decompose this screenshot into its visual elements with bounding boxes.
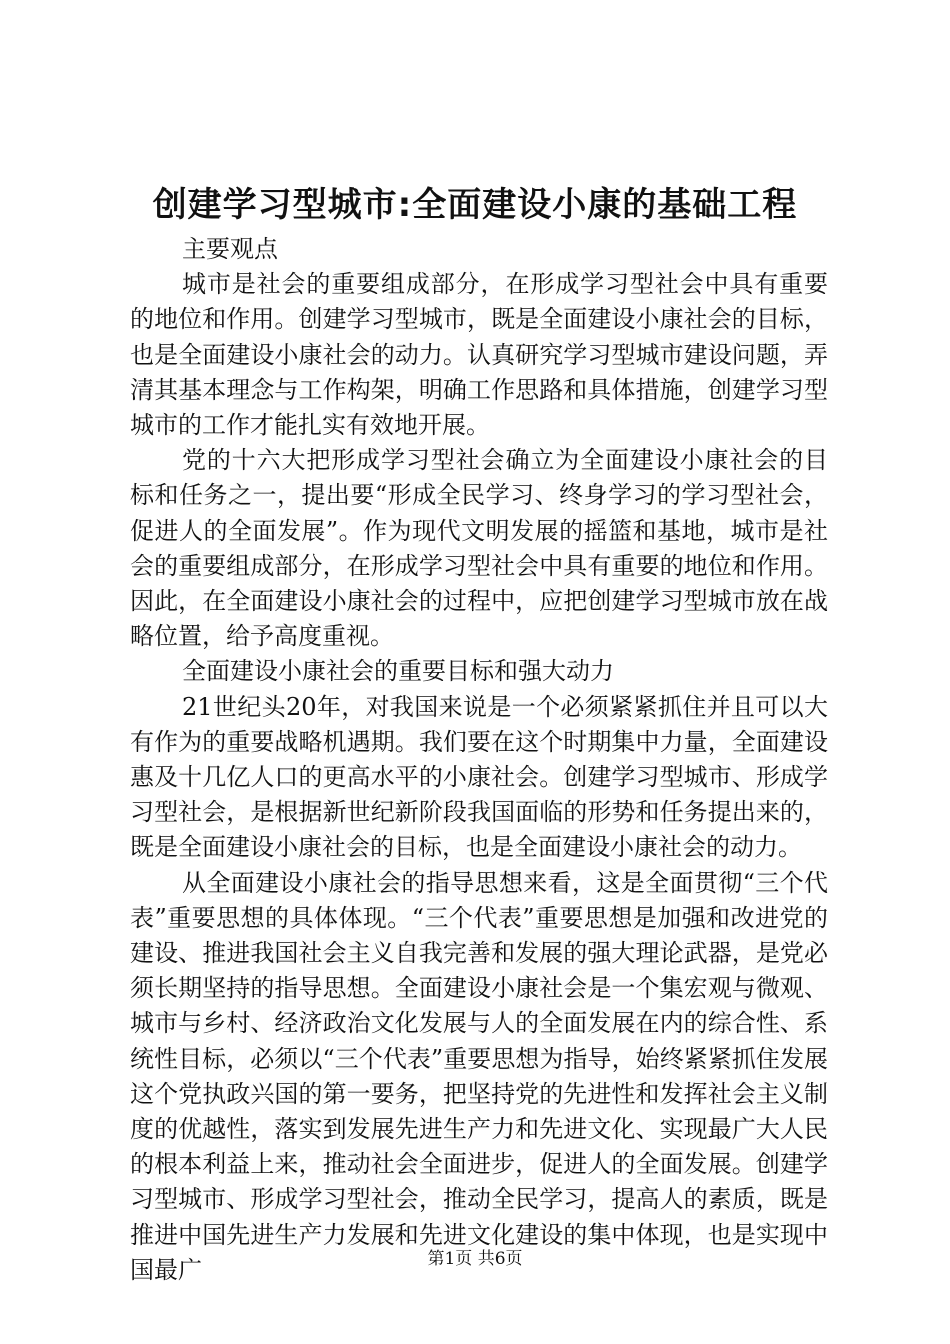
paragraph: 从全面建设小康社会的指导思想来看，这是全面贯彻“三个代表”重要思想的具体体现。“三个代表”重要思想是加强和改进党的建设、推进我国社会主义自我完善和发展的强大理论武器，是党必须长期坚持的指导思想。全面建设小康社会是一个集宏观与微观、城市与乡村、经济政治文化发展与人的全面发展在内的综合性、系统性目标，必须以“三个代表”重要思想为指导，始终紧紧抓住发展这个党执政兴国的第一要务，把坚持党的先进性和发挥社会主义制度的优越性，落实到发展先进生产力和先进文化、实现最广大人民的根本利益上来，推动社会全面进步，促进人的全面发展。创建学习型城市、形成学习型社会，推动全民学习，提高人的素质，既是推进中国先进生产力发展和先进文化建设的集中体现，也是实现中国最广 xyxy=(130,868,828,1284)
section-heading: 全面建设小康社会的重要目标和强大动力 xyxy=(182,657,614,686)
document-body xyxy=(130,232,828,1288)
page-footer: 第1页 共6页 xyxy=(427,1249,523,1269)
document-title: 创建学习型城市:全面建设小康的基础工程 xyxy=(152,185,798,225)
paragraph: 城市是社会的重要组成部分，在形成学习型社会中具有重要的地位和作用。创建学习型城市，既是全面建设小康社会的目标，也是全面建设小康社会的动力。认真研究学习型城市建设问题，弄清其基本理念与工作构架，明确工作思路和具体措施，创建学习型城市的工作才能扎实有效地开展。 xyxy=(130,270,828,440)
paragraph: 21世纪头20年，对我国来说是一个必须紧紧抓住并且可以大有作为的重要战略机遇期。我们要在这个时期集中力量，全面建设惠及十几亿人口的更高水平的小康社会。创建学习型城市、形成学习型社会，是根据新世纪新阶段我国面临的形势和任务提出来的，既是全面建设小康社会的目标，也是全面建设小康社会的动力。 xyxy=(130,692,828,862)
paragraph: 党的十六大把形成学习型社会确立为全面建设小康社会的目标和任务之一，提出要“形成全民学习、终身学习的学习型社会，促进人的全面发展”。作为现代文明发展的摇篮和基地，城市是社会的重要组成部分，在形成学习型社会中具有重要的地位和作用。因此，在全面建设小康社会的过程中，应把创建学习型城市放在战略位置，给予高度重视。 xyxy=(130,446,828,651)
section-heading: 主要观点 xyxy=(182,235,278,263)
